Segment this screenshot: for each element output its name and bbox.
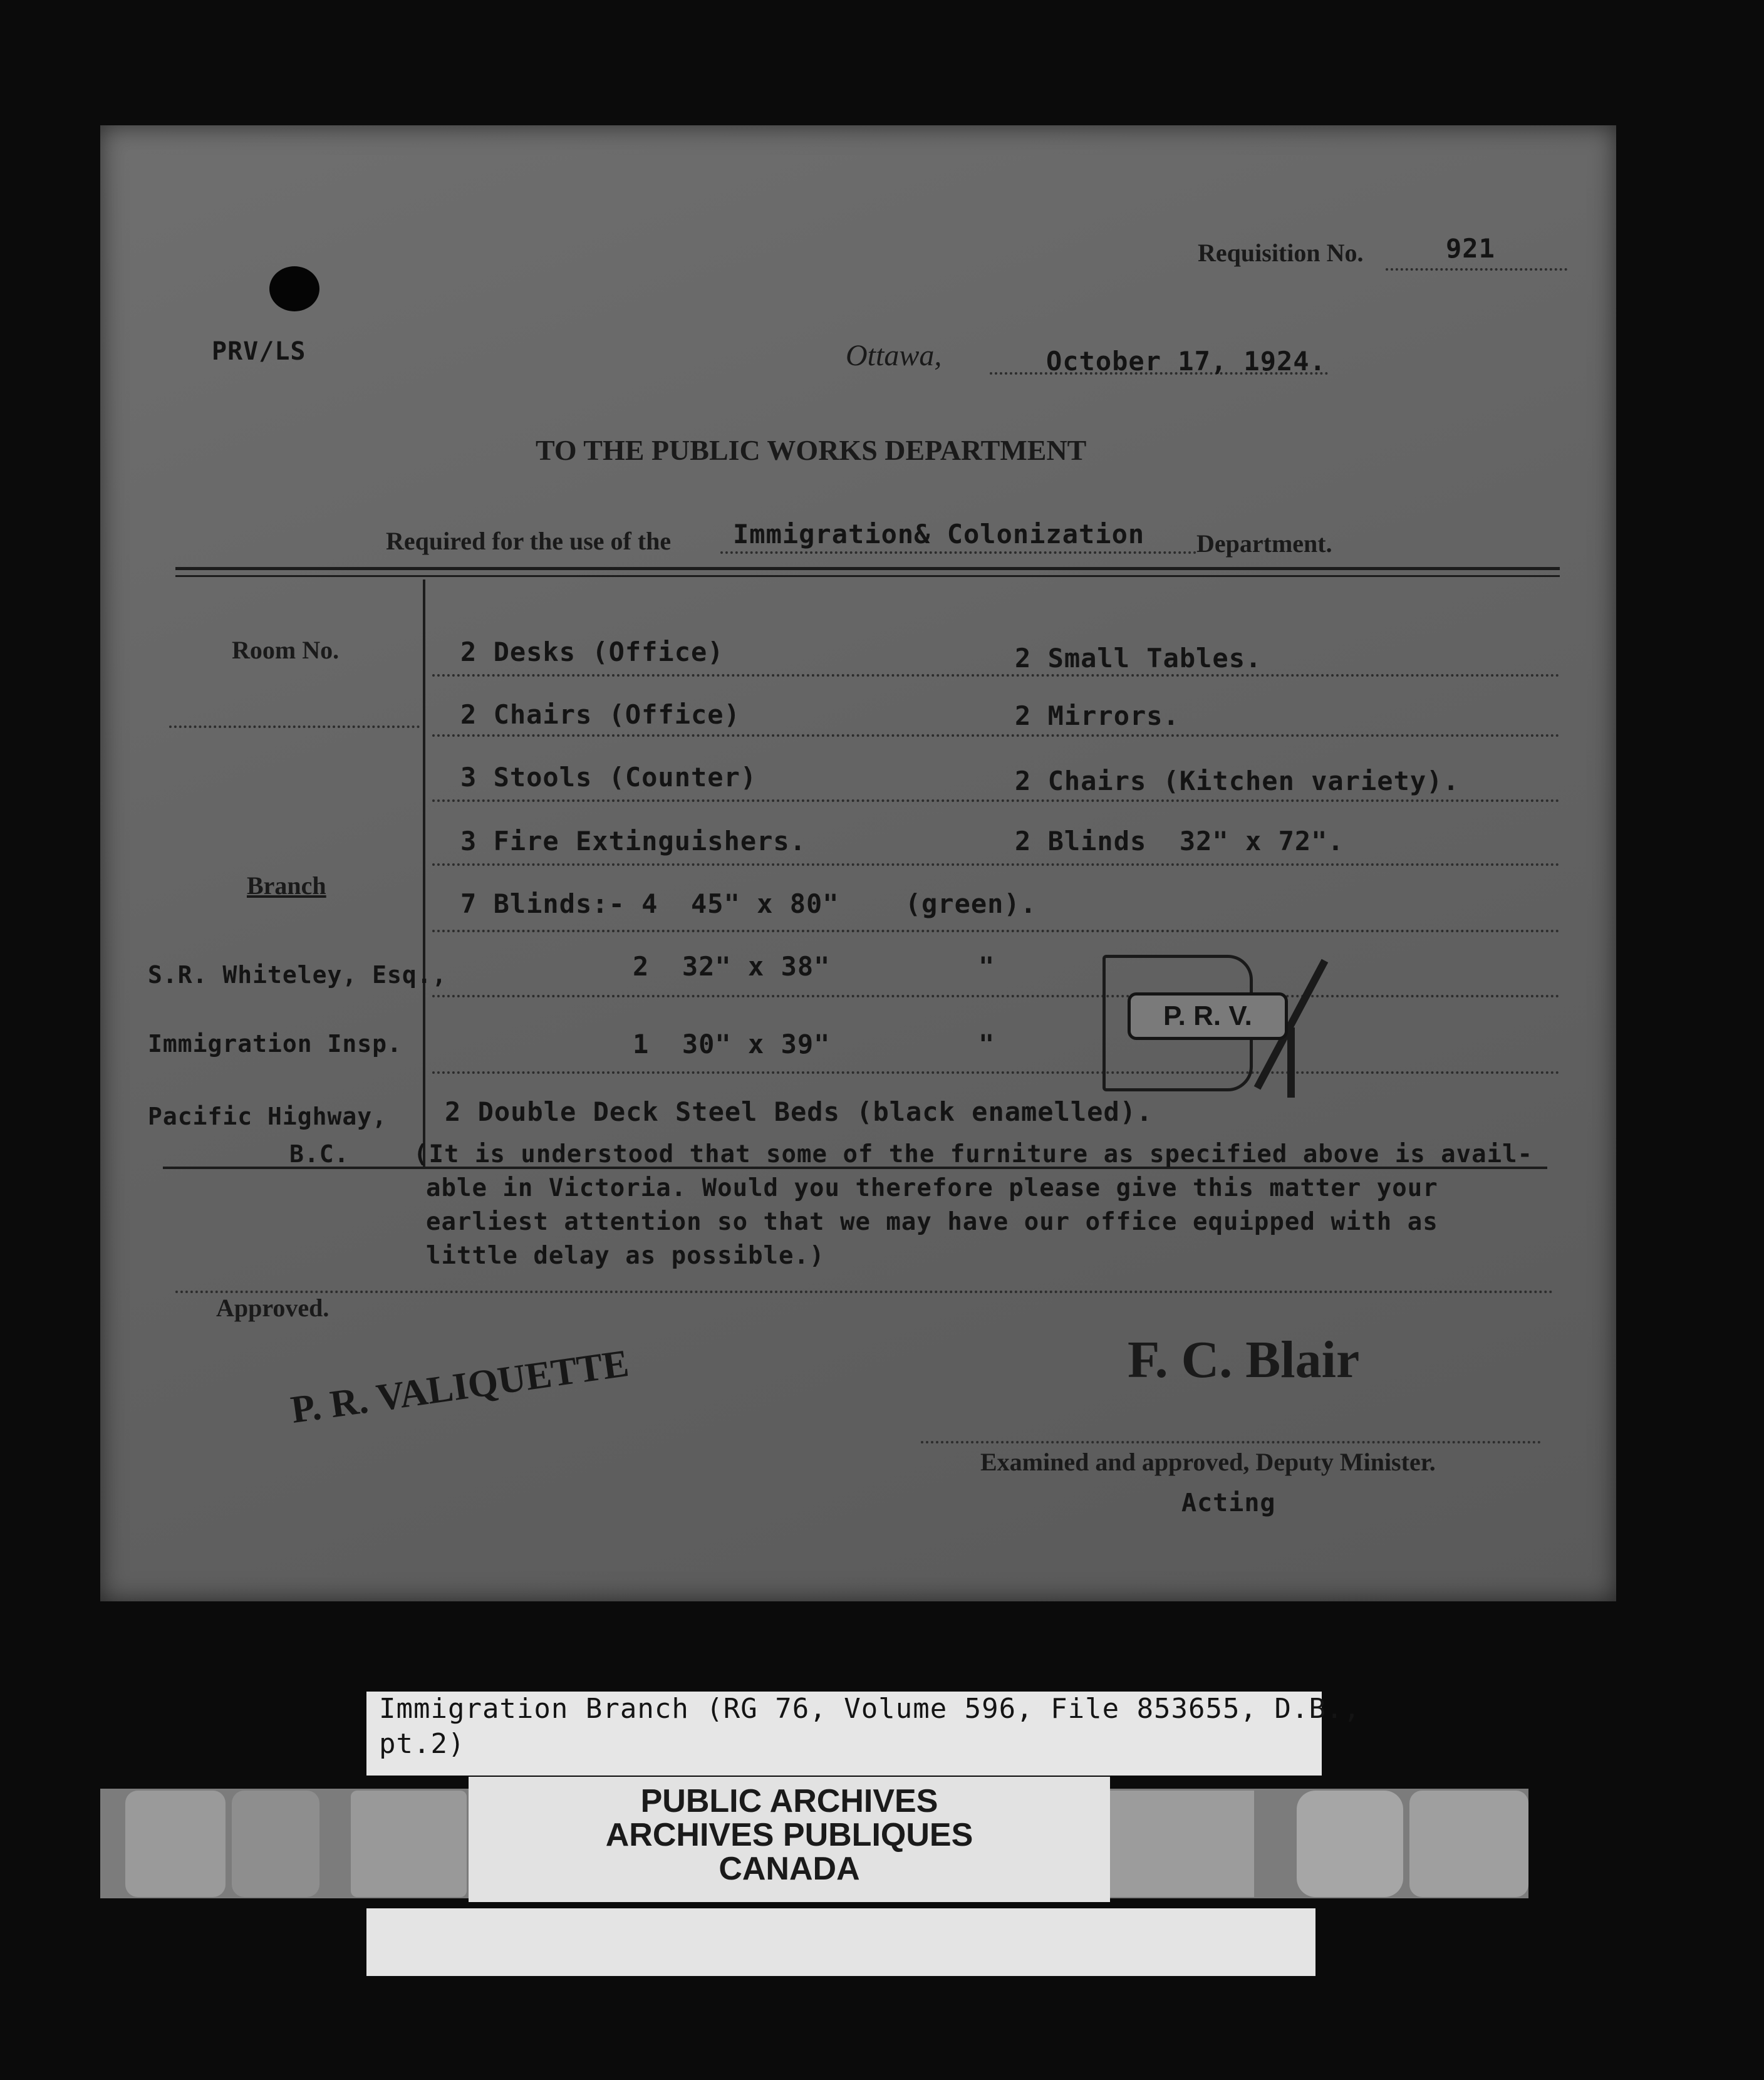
row4-dots <box>432 863 1560 866</box>
row6-dots <box>432 995 1560 997</box>
place: Ottawa, <box>846 339 942 372</box>
archive-reference-line-2: pt.2) <box>379 1728 465 1760</box>
room-label: Room No. <box>232 636 340 664</box>
archive-reference-line-1: Immigration Branch (RG 76, Volume 596, File 853655, D.B., <box>379 1693 1361 1725</box>
film-frame-right-3 <box>1409 1791 1528 1897</box>
branch-label: Branch <box>247 871 326 900</box>
row5-dots <box>432 930 1560 932</box>
header-rule-bottom <box>175 575 1560 577</box>
film-frame-left-2 <box>232 1791 319 1897</box>
row2-dots <box>432 734 1560 737</box>
recipient-location: Pacific Highway, <box>148 1103 388 1130</box>
approver-stamp: P. R. VALIQUETTE <box>288 1342 631 1432</box>
department-name: Immigration& Colonization <box>733 519 1145 549</box>
requisition-label: Requisition No. <box>1198 239 1364 267</box>
approved-label: Approved. <box>216 1294 329 1322</box>
date: October 17, 1924. <box>1046 346 1326 377</box>
punch-hole <box>269 266 319 311</box>
item-row2-left: 2 Chairs (Office) <box>460 699 740 730</box>
column-divider <box>423 580 425 1168</box>
item-row1-right: 2 Small Tables. <box>1015 643 1262 673</box>
film-frame-right-1 <box>1110 1791 1254 1897</box>
recipient-title: Immigration Insp. <box>148 1030 402 1058</box>
deputy-caption: Examined and approved, Deputy Minister. <box>980 1448 1436 1476</box>
requisition-dots <box>1386 268 1567 271</box>
item-row5: 7 Blinds:- 4 45" x 80" (green). <box>460 888 1037 919</box>
deputy-signature: F. C. Blair <box>1128 1331 1360 1389</box>
item-row4-left: 3 Fire Extinguishers. <box>460 826 807 856</box>
reference-code: PRV/LS <box>212 337 306 366</box>
acting-note: Acting <box>1181 1489 1276 1517</box>
row3-dots <box>432 799 1560 802</box>
item-row7: 1 30" x 39" " <box>633 1029 995 1059</box>
initials-stamp-stem <box>1287 1027 1295 1098</box>
header-rule-top <box>175 567 1560 570</box>
bottom-blank-strip <box>366 1908 1315 1976</box>
archives-stamp-line-3: CANADA <box>719 1851 860 1887</box>
required-prefix: Required for the use of the <box>386 527 672 555</box>
recipient-province: B.C. <box>289 1140 350 1168</box>
form-title: TO THE PUBLIC WORKS DEPARTMENT <box>536 434 1087 466</box>
item-row3-right: 2 Chairs (Kitchen variety). <box>1015 766 1460 796</box>
item-row8: 2 Double Deck Steel Beds (black enamelled). <box>445 1096 1153 1127</box>
room-dots <box>169 725 420 728</box>
item-row2-right: 2 Mirrors. <box>1015 700 1180 731</box>
film-frame-right-2 <box>1297 1791 1403 1897</box>
archives-stamp-line-2: ARCHIVES PUBLIQUES <box>605 1817 973 1853</box>
recipient-name: S.R. Whiteley, Esq., <box>148 961 447 989</box>
note-dots <box>175 1291 1554 1293</box>
film-frame-left-1 <box>125 1791 226 1897</box>
archives-stamp-line-1: PUBLIC ARCHIVES <box>640 1783 938 1819</box>
signature-dots <box>921 1441 1541 1443</box>
item-row4-right: 2 Blinds 32" x 72". <box>1015 826 1344 856</box>
required-suffix: Department. <box>1196 529 1332 558</box>
initials-stamp: P. R. V. <box>1128 992 1288 1040</box>
film-frame-left-3 <box>351 1791 467 1897</box>
item-row6: 2 32" x 38" " <box>633 951 995 982</box>
requisition-number: 921 <box>1446 233 1495 264</box>
note-line-2: able in Victoria. Would you therefore please give this matter your <box>426 1174 1438 1202</box>
department-dots <box>720 551 1196 554</box>
note-line-3: earliest attention so that we may have our office equipped with as <box>426 1208 1438 1236</box>
note-line-4: little delay as possible.) <box>426 1242 825 1270</box>
row7-dots <box>432 1071 1560 1074</box>
note-line-1: (It is understood that some of the furniture as specified above is avail- <box>413 1140 1533 1168</box>
item-row1-left: 2 Desks (Office) <box>460 637 724 667</box>
item-row3-left: 3 Stools (Counter) <box>460 762 757 793</box>
row1-dots <box>432 674 1560 677</box>
